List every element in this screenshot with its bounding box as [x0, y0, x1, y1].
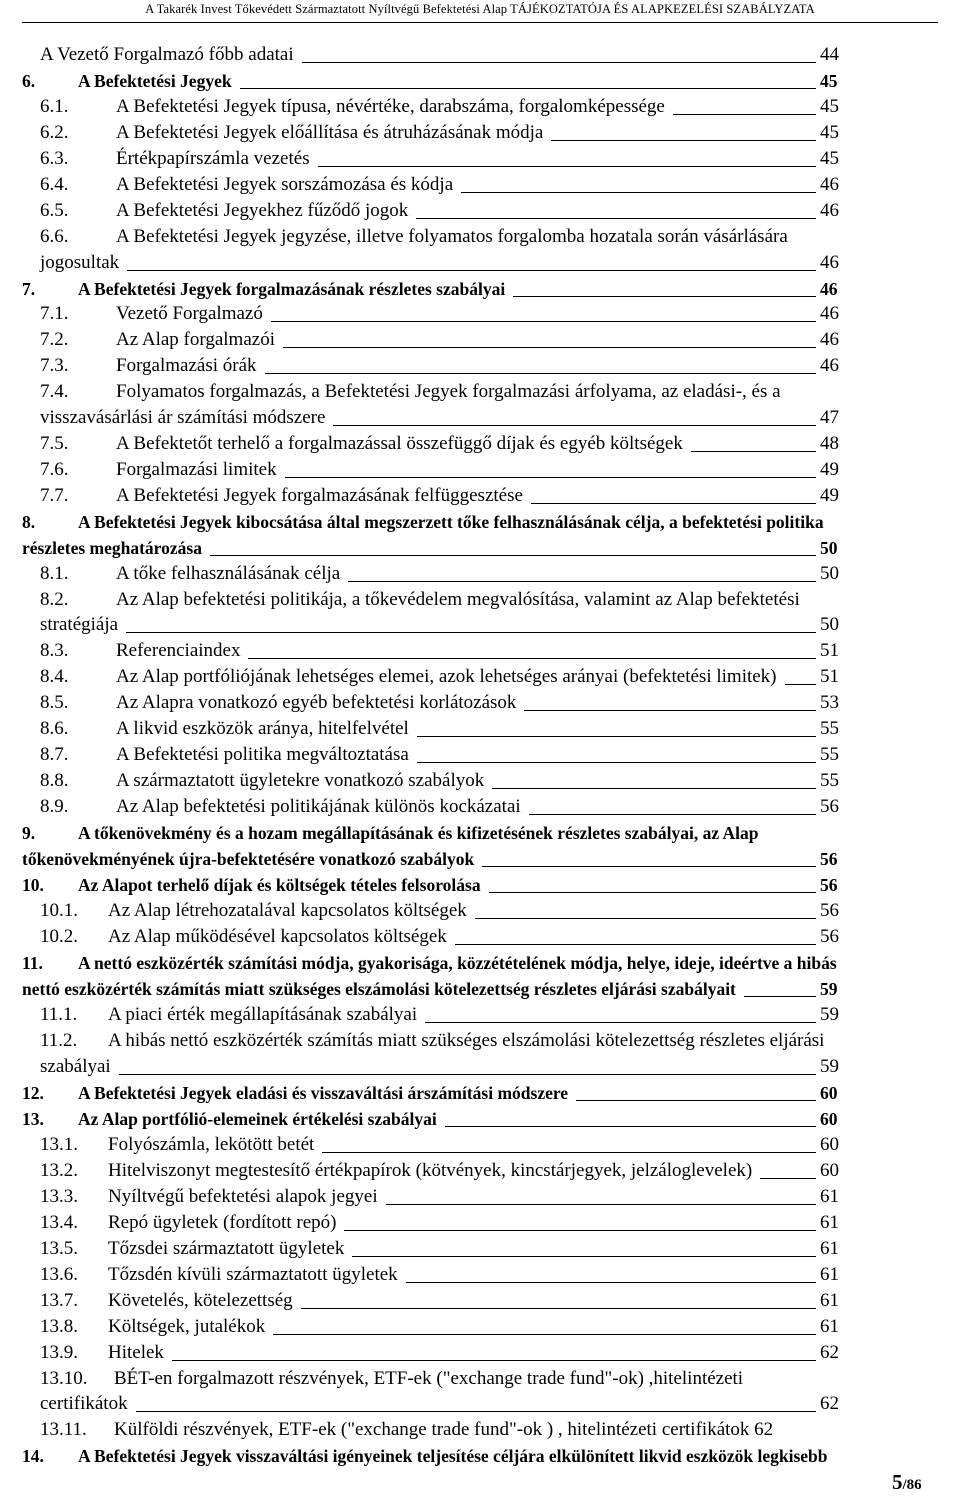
toc-leader: [785, 684, 816, 685]
toc-entry-page: 46: [820, 252, 839, 273]
toc-entry-number: 7.2.: [40, 329, 69, 350]
toc-entry-number: 13.10.: [40, 1368, 88, 1389]
toc-entry-page: 46: [820, 200, 839, 221]
toc-entry[interactable]: [0, 1210, 960, 1236]
toc-entry-title: BÉT-en forgalmazott részvények, ETF-ek ("exchange trade fund"-ok) ,hitelintézeti: [114, 1368, 744, 1389]
toc-entry-number: 14.: [22, 1446, 44, 1466]
toc-leader: [273, 1334, 816, 1335]
toc-entry-title: A származtatott ügyletekre vonatkozó szabályok: [116, 770, 485, 791]
toc-entry-title: Tőzsdén kívüli származtatott ügyletek: [108, 1264, 398, 1285]
toc-entry-number: 13.3.: [40, 1186, 78, 1207]
toc-leader: [285, 477, 816, 478]
toc-entry-page: 62: [820, 1393, 839, 1414]
toc-entry-title: Az Alapra vonatkozó egyéb befektetési korlátozások: [116, 692, 517, 713]
toc-leader: [119, 1074, 816, 1075]
toc-leader: [425, 1022, 816, 1023]
toc-entry-title: A Befektetési Jegyek típusa, névértéke, darabszáma, forgalomképessége: [116, 96, 665, 117]
toc-entry-number: 7.7.: [40, 485, 69, 506]
toc-leader: [489, 892, 816, 893]
toc-leader: [445, 1126, 816, 1127]
toc-leader: [531, 503, 816, 504]
toc-entry-number: 13.7.: [40, 1290, 78, 1311]
toc-entry-title: A Befektetési Jegyek: [78, 71, 232, 91]
toc-entry[interactable]: [0, 198, 960, 224]
toc-entry-page: 51: [820, 666, 839, 687]
toc-leader: [352, 1256, 816, 1257]
toc-leader: [529, 814, 816, 815]
toc-entry-page: 60: [820, 1109, 838, 1129]
toc-entry-title: Nyíltvégű befektetési alapok jegyei: [108, 1186, 378, 1207]
toc-entry-title: Az Alap portfóliójának lehetséges elemei, azok lehetséges arányai (befektetési limitek): [116, 666, 777, 687]
toc-entry[interactable]: [0, 301, 960, 327]
toc-entry-title: Külföldi részvények, ETF-ek ("exchange trade fund"-ok ) , hitelintézeti certifikátok 62: [114, 1419, 774, 1440]
toc-entry[interactable]: [0, 509, 960, 535]
toc-entry[interactable]: [0, 1184, 960, 1210]
toc-entry-page: 45: [820, 71, 838, 91]
toc-entry-page: 55: [820, 770, 839, 791]
toc-entry[interactable]: [0, 1262, 960, 1288]
toc-leader: [576, 1100, 816, 1101]
toc-entry[interactable]: [0, 1288, 960, 1314]
toc-entry-number: 8.7.: [40, 744, 69, 765]
toc-entry-page: 56: [820, 875, 838, 895]
toc-entry-title: A Befektetési Jegyekhez fűződő jogok: [116, 200, 409, 221]
toc-entry-number: 7.3.: [40, 355, 69, 376]
toc-entry-page: 45: [820, 148, 839, 169]
toc-leader: [760, 1178, 816, 1179]
toc-entry[interactable]: [0, 950, 960, 976]
toc-entry-page: 62: [820, 1342, 839, 1363]
toc-leader: [691, 451, 816, 452]
toc-entry[interactable]: [0, 1236, 960, 1262]
toc-entry-number: 6.5.: [40, 200, 69, 221]
toc-leader: [318, 166, 816, 167]
toc-leader: [416, 218, 816, 219]
toc-entry-title: nettó eszközérték számítás miatt szükséges elszámolási kötelezettség részletes eljárási szabályait: [22, 979, 736, 999]
toc-entry[interactable]: [0, 1002, 960, 1028]
toc-leader: [513, 296, 816, 297]
toc-entry-title: A Befektetési Jegyek sorszámozása és kódja: [116, 174, 454, 195]
toc-entry-title: Az Alap létrehozatalával kapcsolatos költségek: [108, 900, 467, 921]
toc-entry[interactable]: [0, 1314, 960, 1340]
toc-entry-page: 49: [820, 459, 839, 480]
toc-entry[interactable]: [0, 561, 960, 587]
toc-entry-page: 45: [820, 96, 839, 117]
toc-entry-title: A Befektetési Jegyek eladási és visszaváltási árszámítási módszere: [78, 1083, 569, 1103]
toc-entry-title: Az Alap befektetési politikájának különös kockázatai: [116, 796, 521, 817]
toc-entry-number: 11.2.: [40, 1030, 78, 1051]
toc-entry-title: stratégiája: [40, 614, 119, 635]
toc-entry-title: Az Alap befektetési politikája, a tőkevédelem megvalósítása, valamint az Alap befektetési: [116, 589, 800, 610]
toc-entry[interactable]: [0, 794, 960, 820]
toc-entry-page: 44: [820, 44, 839, 65]
toc-entry-page: 61: [820, 1264, 839, 1285]
toc-entry-number: 12.: [22, 1083, 44, 1103]
toc-entry[interactable]: [0, 172, 960, 198]
toc-entry-number: 13.6.: [40, 1264, 78, 1285]
toc-entry-number: 10.2.: [40, 926, 78, 947]
toc-entry-number: 13.2.: [40, 1160, 78, 1181]
toc-entry-title: A hibás nettó eszközérték számítás miatt szükséges elszámolási kötelezettség részletes eljárási: [108, 1030, 825, 1051]
toc-entry[interactable]: [0, 846, 960, 872]
toc-leader: [673, 114, 816, 115]
toc-entry-number: 8.: [22, 512, 36, 532]
toc-leader: [417, 762, 816, 763]
toc-entry-page: 46: [820, 329, 839, 350]
toc-entry[interactable]: [0, 327, 960, 353]
toc-entry-title: A Befektetési Jegyek visszaváltási igényeinek teljesítése céljára elkülönített likvid eszközök legkisebb: [78, 1446, 828, 1466]
toc-entry-title: certifikátok: [40, 1393, 128, 1414]
toc-leader: [127, 270, 816, 271]
toc-entry-title: Hitelek: [108, 1342, 164, 1363]
toc-leader: [475, 918, 816, 919]
toc-entry[interactable]: [0, 742, 960, 768]
toc-entry-page: 45: [820, 122, 839, 143]
toc-leader: [492, 788, 816, 789]
toc-entry-number: 7.5.: [40, 433, 69, 454]
toc-entry-page: 61: [820, 1186, 839, 1207]
toc-entry[interactable]: [0, 976, 960, 1002]
toc-leader: [271, 321, 816, 322]
toc-entry-number: 8.3.: [40, 640, 69, 661]
toc-entry-number: 13.5.: [40, 1238, 78, 1259]
toc-entry-title: Az Alap portfólió-elemeinek értékelési szabályai: [78, 1109, 437, 1129]
toc-entry-title: Hitelviszonyt megtestesítő értékpapírok (kötvények, kincstárjegyek, jelzáloglevelek): [108, 1160, 753, 1181]
toc-entry-number: 10.: [22, 875, 44, 895]
toc-entry-title: Az Alap működésével kapcsolatos költségek: [108, 926, 447, 947]
toc-entry-title: Referenciaindex: [116, 640, 241, 661]
toc-leader: [248, 658, 816, 659]
toc-entry[interactable]: [0, 276, 960, 302]
toc-entry-title: A Befektetési Jegyek forgalmazásának részletes szabályai: [78, 279, 506, 299]
toc-entry-number: 7.: [22, 279, 36, 299]
toc-entry[interactable]: [0, 1391, 960, 1417]
toc-entry-page: 56: [820, 926, 839, 947]
toc-entry-number: 6.2.: [40, 122, 69, 143]
toc-entry-page: 55: [820, 744, 839, 765]
toc-entry-title: A piaci érték megállapításának szabályai: [108, 1004, 418, 1025]
toc-entry[interactable]: [0, 820, 960, 846]
toc-entry-page: 61: [820, 1290, 839, 1311]
toc-entry-page: 60: [820, 1160, 839, 1181]
toc-entry[interactable]: [0, 42, 960, 68]
toc-entry[interactable]: [0, 379, 960, 405]
toc-entry-number: 8.8.: [40, 770, 69, 791]
toc-entry-number: 8.2.: [40, 589, 69, 610]
toc-entry-page: 50: [820, 538, 838, 558]
toc-entry[interactable]: [0, 483, 960, 509]
toc-entry-number: 6.6.: [40, 226, 69, 247]
toc-entry[interactable]: [0, 690, 960, 716]
toc-entry-number: 7.4.: [40, 381, 69, 402]
toc-leader: [172, 1360, 816, 1361]
toc-entry[interactable]: [0, 872, 960, 898]
toc-entry[interactable]: [0, 224, 960, 250]
toc-entry-number: 8.4.: [40, 666, 69, 687]
toc-leader: [455, 944, 816, 945]
toc-entry[interactable]: [0, 1417, 960, 1443]
toc-entry-title: A Befektetési Jegyek előállítása és átruházásának módja: [116, 122, 544, 143]
toc-entry[interactable]: [0, 768, 960, 794]
toc-entry-title: Forgalmazási limitek: [116, 459, 277, 480]
toc-entry-number: 6.: [22, 71, 36, 91]
toc-leader: [240, 88, 816, 89]
toc-leader: [136, 1411, 816, 1412]
toc-entry-number: 13.: [22, 1109, 44, 1129]
toc-entry[interactable]: [0, 457, 960, 483]
toc-leader: [461, 192, 816, 193]
toc-entry-number: 8.1.: [40, 563, 69, 584]
page-number-current: 5: [892, 1470, 903, 1494]
toc-entry-number: 6.3.: [40, 148, 69, 169]
toc-entry-page: 46: [820, 174, 839, 195]
toc-entry[interactable]: [0, 405, 960, 431]
toc-entry-page: 48: [820, 433, 839, 454]
toc-entry-number: 8.6.: [40, 718, 69, 739]
toc-entry-page: 59: [820, 979, 838, 999]
toc-entry[interactable]: [0, 120, 960, 146]
toc-entry-page: 51: [820, 640, 839, 661]
toc-entry[interactable]: [0, 146, 960, 172]
toc-entry-title: Költségek, jutalékok: [108, 1316, 266, 1337]
toc-entry-number: 13.8.: [40, 1316, 78, 1337]
page-number-total: /86: [902, 1477, 922, 1493]
toc-entry-title: A nettó eszközérték számítási módja, gyakorisága, közzétételének módja, helye, ideje, ideértve a hibás: [78, 953, 837, 973]
toc-entry[interactable]: [0, 1158, 960, 1184]
toc-entry[interactable]: [0, 1443, 960, 1469]
toc-leader: [406, 1282, 816, 1283]
toc-entry[interactable]: [0, 924, 960, 950]
toc-leader: [524, 710, 816, 711]
toc-entry-number: 13.9.: [40, 1342, 78, 1363]
toc-entry-page: 46: [820, 355, 839, 376]
toc-leader: [348, 581, 816, 582]
toc-entry-page: 46: [820, 303, 839, 324]
toc-leader: [301, 1308, 816, 1309]
page-number: [892, 1470, 922, 1495]
toc-leader: [344, 1230, 816, 1231]
toc-leader: [482, 866, 816, 867]
toc-entry-title: A Befektetési Jegyek jegyzése, illetve folyamatos forgalomba hozatala során vásárlására: [116, 226, 788, 247]
toc-leader: [551, 140, 816, 141]
toc-entry-title: Folyamatos forgalmazás, a Befektetési Jegyek forgalmazási árfolyama, az eladási-, és a: [116, 381, 781, 402]
toc-entry-number: 8.5.: [40, 692, 69, 713]
toc-entry-title: Folyószámla, lekötött betét: [108, 1134, 315, 1155]
toc-entry[interactable]: [0, 1366, 960, 1392]
toc-entry-title: Az Alapot terhelő díjak és költségek tételes felsorolása: [78, 875, 481, 895]
toc-entry-title: A tőkenövekmény és a hozam megállapításának és kifizetésének részletes szabályai, az Alap: [78, 823, 759, 843]
toc-entry-page: 56: [820, 849, 838, 869]
toc-entry-title: A Befektetési Jegyek kibocsátása által megszerzett tőke felhasználásának célja, a befektetési politika: [78, 512, 824, 532]
toc-entry-title: jogosultak: [40, 252, 120, 273]
toc-entry-title: visszavásárlási ár számítási módszere: [40, 407, 326, 428]
toc-leader: [386, 1204, 816, 1205]
toc-entry[interactable]: [0, 638, 960, 664]
toc-entry-title: A Befektetőt terhelő a forgalmazással összefüggő díjak és egyéb költségek: [116, 433, 683, 454]
toc-leader: [417, 736, 816, 737]
toc-entry[interactable]: [0, 716, 960, 742]
toc-entry-number: 11.1.: [40, 1004, 78, 1025]
toc-entry-number: 13.4.: [40, 1212, 78, 1233]
toc-entry-page: 46: [820, 279, 838, 299]
toc-entry-number: 8.9.: [40, 796, 69, 817]
toc-entry-page: 61: [820, 1238, 839, 1259]
document-header: A Takarék Invest Tőkevédett Származtatott Nyíltvégű Befektetési Alap TÁJÉKOZTATÓJA ÉS ALAPKEZELÉSI SZABÁLYZATA: [145, 2, 815, 16]
toc-entry-title: részletes meghatározása: [22, 538, 202, 558]
toc-entry[interactable]: [0, 1054, 960, 1080]
toc-entry-title: szabályai: [40, 1056, 111, 1077]
toc-entry[interactable]: [0, 1028, 960, 1054]
toc-entry[interactable]: [0, 898, 960, 924]
toc-entry-number: 7.6.: [40, 459, 69, 480]
toc-leader: [744, 996, 816, 997]
toc-leader: [265, 373, 816, 374]
toc-entry-page: 59: [820, 1004, 839, 1025]
toc-entry[interactable]: [0, 94, 960, 120]
toc-entry-number: 6.1.: [40, 96, 69, 117]
toc-entry-number: 9.: [22, 823, 36, 843]
toc-leader: [126, 632, 816, 633]
toc-entry-number: 7.1.: [40, 303, 69, 324]
toc-leader: [302, 62, 816, 63]
toc-entry-title: tőkenövekményének újra-befektetésére vonatkozó szabályok: [22, 849, 475, 869]
toc-entry-page: 49: [820, 485, 839, 506]
toc-entry-title: Vezető Forgalmazó: [116, 303, 263, 324]
toc-entry-title: Repó ügyletek (fordított repó): [108, 1212, 337, 1233]
toc-entry-page: 61: [820, 1316, 839, 1337]
toc-entry-page: 55: [820, 718, 839, 739]
toc-entry[interactable]: [0, 353, 960, 379]
toc-entry-title: Az Alap forgalmazói: [116, 329, 275, 350]
toc-entry-title: Követelés, kötelezettség: [108, 1290, 293, 1311]
toc-entry-title: Forgalmazási órák: [116, 355, 257, 376]
toc-entry[interactable]: [0, 664, 960, 690]
toc-leader: [210, 555, 816, 556]
toc-entry-title: A likvid eszközök aránya, hitelfelvétel: [116, 718, 409, 739]
toc-entry-page: 47: [820, 407, 839, 428]
toc-leader: [283, 347, 816, 348]
toc-entry[interactable]: [0, 612, 960, 638]
toc-entry-page: 50: [820, 614, 839, 635]
toc-entry[interactable]: [0, 1106, 960, 1132]
toc-entry-number: 10.1.: [40, 900, 78, 921]
toc-entry[interactable]: [0, 587, 960, 613]
toc-entry[interactable]: [0, 1340, 960, 1366]
toc-entry-page: 60: [820, 1134, 839, 1155]
toc-entry-number: 13.11.: [40, 1419, 87, 1440]
toc-entry-title: A tőke felhasználásának célja: [116, 563, 341, 584]
toc-entry-page: 50: [820, 563, 839, 584]
toc-entry-page: 60: [820, 1083, 838, 1103]
toc-entry-page: 56: [820, 900, 839, 921]
toc-entry[interactable]: [0, 431, 960, 457]
toc-entry-number: 6.4.: [40, 174, 69, 195]
toc-entry[interactable]: [0, 250, 960, 276]
toc-entry-title: A Vezető Forgalmazó főbb adatai: [40, 44, 294, 65]
toc-entry-page: 61: [820, 1212, 839, 1233]
toc-entry-title: A Befektetési Jegyek forgalmazásának felfüggesztése: [116, 485, 523, 506]
toc-entry[interactable]: [0, 1080, 960, 1106]
toc-entry-page: 56: [820, 796, 839, 817]
toc-entry-page: 59: [820, 1056, 839, 1077]
toc-entry-number: 13.1.: [40, 1134, 78, 1155]
toc-entry[interactable]: [0, 1132, 960, 1158]
toc-entry[interactable]: [0, 68, 960, 94]
toc-entry-title: A Befektetési politika megváltoztatása: [116, 744, 409, 765]
toc-entry-title: Értékpapírszámla vezetés: [116, 148, 310, 169]
toc-entry-page: 53: [820, 692, 839, 713]
toc-entry-number: 11.: [22, 953, 43, 973]
toc-leader: [333, 425, 816, 426]
toc-leader: [322, 1152, 816, 1153]
toc-entry[interactable]: [0, 535, 960, 561]
toc-entry-title: Tőzsdei származtatott ügyletek: [108, 1238, 345, 1259]
